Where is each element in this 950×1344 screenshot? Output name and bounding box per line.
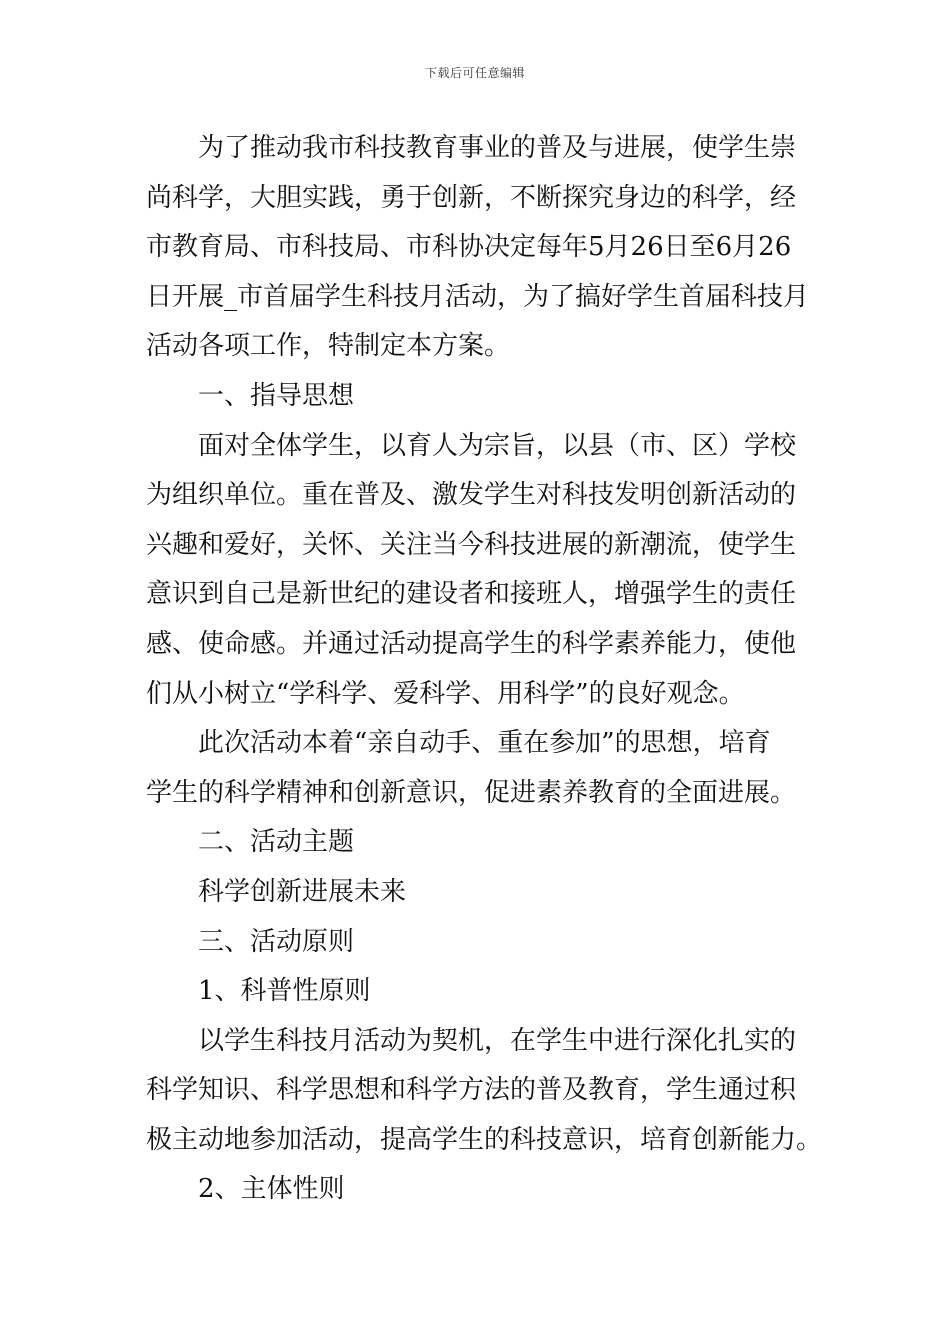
text-line: 学生的科学精神和创新意识，促进素养教育的全面进展。 bbox=[146, 777, 797, 808]
text-line: 面对全体学生，以育人为宗旨，以县（市、区）学校 bbox=[198, 430, 797, 461]
text-line: 为了推动我市科技教育事业的普及与进展，使学生崇 bbox=[198, 133, 797, 163]
text-line: 以学生科技月活动为契机，在学生中进行深化扎实的 bbox=[198, 1025, 797, 1056]
section-heading-activity-theme: 二、活动主题 bbox=[198, 827, 355, 858]
activity-spirit-paragraph bbox=[146, 719, 806, 818]
page-header: 下载后可任意编辑 bbox=[424, 66, 525, 80]
section-heading-activity-principles: 三、活动原则 bbox=[198, 926, 355, 957]
activity-theme-text: 科学创新进展未来 bbox=[198, 876, 407, 907]
text-line: 尚科学，大胆实践，勇于创新，不断探究身边的科学，经 bbox=[146, 182, 797, 213]
popularization-paragraph bbox=[146, 1017, 823, 1166]
text-line: 极主动地参加活动，提高学生的科技意识，培育创新能力。 bbox=[146, 1124, 823, 1155]
text-line: 市教育局、市科技局、市科协决定每年5月26日至6月26 bbox=[146, 232, 792, 263]
text-line: 日开展_市首届学生科技月活动，为了搞好学生首届科技月 bbox=[146, 281, 810, 312]
text-line: 活动各项工作，特制定本方案。 bbox=[146, 331, 511, 362]
text-line: 此次活动本着“亲自动手、重在参加”的思想，培育 bbox=[198, 728, 771, 759]
intro-paragraph bbox=[146, 124, 810, 372]
guiding-ideology-paragraph bbox=[146, 422, 806, 720]
text-line: 感、使命感。并通过活动提高学生的科学素养能力，使他 bbox=[146, 628, 797, 659]
text-line: 科学知识、科学思想和科学方法的普及教育，学生通过积 bbox=[146, 1075, 797, 1106]
section-heading-guiding-ideology: 一、指导思想 bbox=[198, 380, 355, 411]
text-line: 们从小树立“学科学、爱科学、用科学”的良好观念。 bbox=[146, 678, 745, 709]
document-body bbox=[146, 124, 823, 1215]
subheading-popularization-principle: 1、科普性原则 bbox=[198, 976, 371, 1007]
subheading-subjectivity-principle: 2、主体性则 bbox=[198, 1174, 345, 1205]
text-line: 兴趣和爱好，关怀、关注当今科技进展的新潮流，使学生 bbox=[146, 529, 797, 560]
text-line: 为组织单位。重在普及、激发学生对科技发明创新活动的 bbox=[146, 480, 797, 511]
text-line: 意识到自己是新世纪的建设者和接班人，增强学生的责任 bbox=[146, 579, 797, 610]
